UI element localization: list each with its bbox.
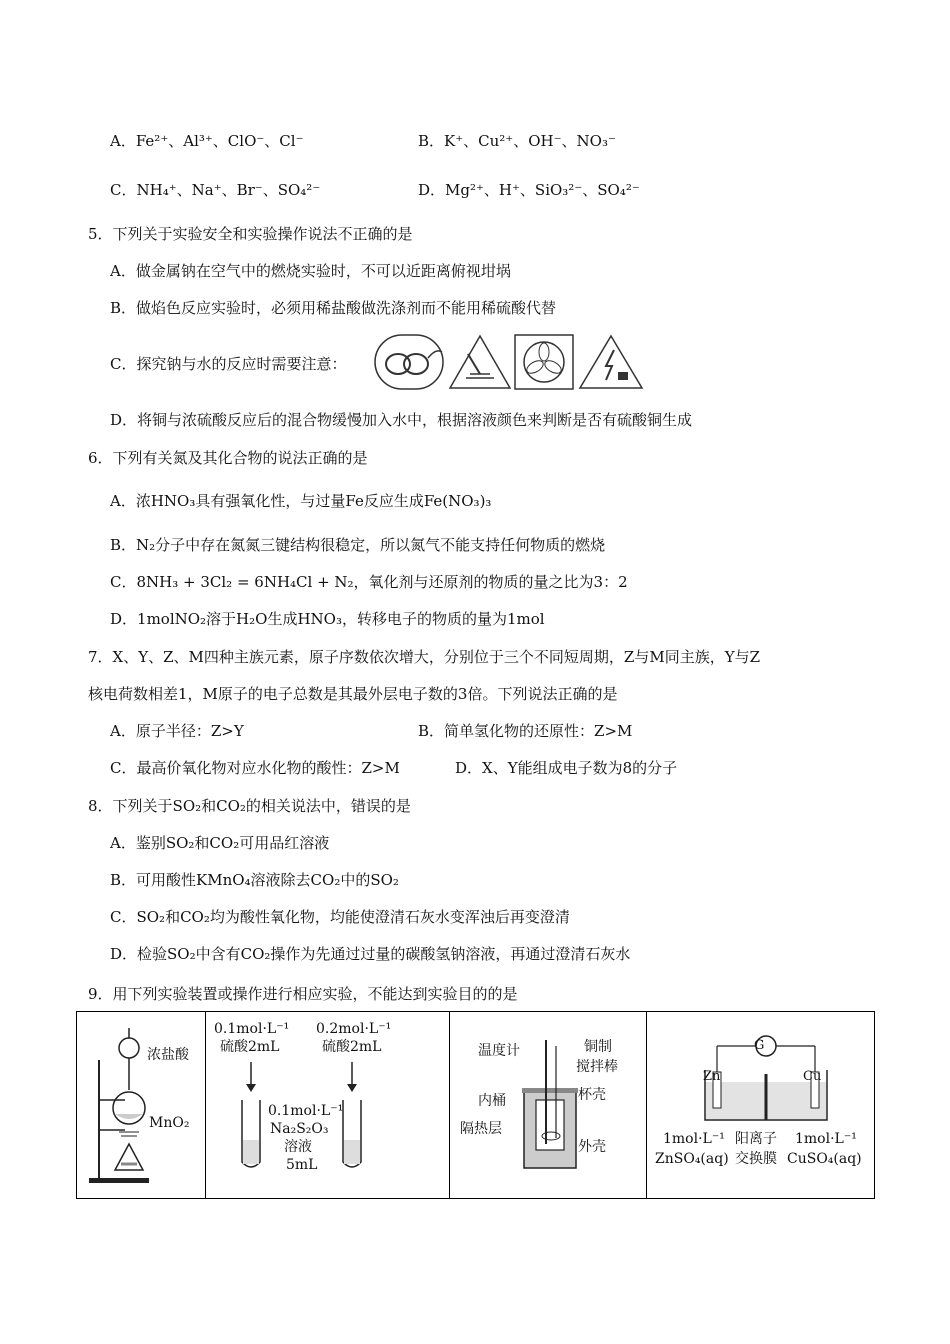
fig-galvanic-cell (647, 1012, 873, 1198)
q8-stem: 8．下列关于SO₂和CO₂的相关说法中，错误的是 (88, 797, 411, 815)
q4-option-b: B．K⁺、Cu²⁺、OH⁻、NO₃⁻ (418, 132, 616, 150)
fig3-stirrer-label-2: 搅拌棒 (576, 1059, 618, 1075)
fig4-galvanometer-label: G (754, 1038, 765, 1053)
fig2-right-conc: 0.2mol·L⁻¹ (316, 1021, 392, 1037)
q9-stem: 9．用下列实验装置或操作进行相应实验，不能达到实验目的的是 (88, 985, 518, 1003)
q7-option-b: B．简单氢化物的还原性：Z>M (418, 722, 633, 740)
calorimeter-drawing (518, 1032, 588, 1172)
fig4-right-conc: 1mol·L⁻¹ (795, 1131, 857, 1147)
q8-option-b: B．可用酸性KMnO₄溶液除去CO₂中的SO₂ (110, 871, 399, 889)
q8-option-a: A．鉴别SO₂和CO₂可用品红溶液 (110, 834, 330, 852)
fig3-thermometer-label: 温度计 (478, 1043, 520, 1059)
q4-option-a-text: Fe²⁺、Al³⁺、ClO⁻、Cl⁻ (135, 132, 304, 150)
fig3-inner-label: 内桶 (478, 1093, 506, 1109)
q4-option-c-text: NH₄⁺、Na⁺、Br⁻、SO₄²⁻ (136, 181, 321, 199)
q6-option-b: B．N₂分子中存在氮氮三键结构很稳定，所以氮气不能支持任何物质的燃烧 (110, 536, 606, 554)
fig4-left-sol: ZnSO₄(aq) (655, 1151, 729, 1167)
ventilation-fan-icon (514, 334, 574, 390)
q6-option-c: C．8NH₃ + 3Cl₂ = 6NH₄Cl + N₂，氧化剂与还原剂的物质的量之比为3：2 (110, 573, 628, 591)
q4-option-d-text: Mg²⁺、H⁺、SiO₃²⁻、SO₄²⁻ (445, 181, 640, 199)
fig-calorimeter (450, 1012, 647, 1198)
fig3-outer-label: 外壳 (578, 1139, 606, 1155)
fig2-left-acid: 硫酸2mL (220, 1039, 280, 1055)
fig4-zn-label: Zn (703, 1069, 721, 1084)
q8-option-c: C．SO₂和CO₂均为酸性氧化物，均能使澄清石灰水变浑浊后再变澄清 (110, 908, 570, 926)
q7-option-a: A．原子半径：Z>Y (110, 722, 244, 740)
q4-option-c: C．NH₄⁺、Na⁺、Br⁻、SO₄²⁻ (110, 181, 321, 199)
q7-stem-line1: 7．X、Y、Z、M四种主族元素，原子序数依次增大，分别位于三个不同短周期，Z与M同主族，Y与Z (88, 648, 761, 666)
q5-option-a: A．做金属钠在空气中的燃烧实验时，不可以近距离俯视坩埚 (110, 262, 511, 280)
goggles-icon (374, 334, 444, 390)
q5-option-b: B．做焰色反应实验时，必须用稀盐酸做洗涤剂而不能用稀硫酸代替 (110, 299, 557, 317)
q5-option-d: D．将铜与浓硫酸反应后的混合物缓慢加入水中，根据溶液颜色来判断是否有硫酸铜生成 (110, 411, 693, 429)
q6-option-a: A．浓HNO₃具有强氧化性，与过量Fe反应生成Fe(NO₃)₃ (110, 492, 492, 510)
fig2-left-conc: 0.1mol·L⁻¹ (214, 1021, 290, 1037)
q7-option-d: D．X、Y能组成电子数为8的分子 (455, 759, 678, 777)
fig4-right-sol: CuSO₄(aq) (787, 1151, 862, 1167)
hot-surface-icon (448, 334, 512, 390)
q7-option-c: C．最高价氧化物对应水化物的酸性：Z>M (110, 759, 400, 777)
fig3-insulation-label: 隔热层 (460, 1121, 502, 1137)
fig1-oxide-label: MnO₂ (149, 1115, 190, 1131)
q5-option-c: C．探究钠与水的反应时需要注意： (110, 355, 347, 373)
q6-stem: 6．下列有关氮及其化合物的说法正确的是 (88, 449, 368, 467)
q4-option-d: D．Mg²⁺、H⁺、SiO₃²⁻、SO₄²⁻ (418, 181, 640, 199)
fig2-mid-salt: Na₂S₂O₃ (270, 1121, 329, 1137)
fig2-mid-vol: 5mL (286, 1157, 318, 1173)
chlorine-apparatus-drawing (85, 1020, 155, 1190)
fig3-cup-label: 杯壳 (578, 1087, 606, 1103)
fig1-acid-label: 浓盐酸 (147, 1047, 189, 1063)
q4-option-b-text: K⁺、Cu²⁺、OH⁻、NO₃⁻ (444, 132, 616, 150)
fig-chlorine-generator (77, 1012, 206, 1198)
test-tubes-drawing (226, 1060, 366, 1180)
fig2-mid-conc: 0.1mol·L⁻¹ (268, 1103, 344, 1119)
fig2-mid-sol: 溶液 (284, 1139, 312, 1155)
q8-option-d: D．检验SO₂中含有CO₂操作为先通过过量的碳酸氢钠溶液，再通过澄清石灰水 (110, 945, 631, 963)
fig4-membrane-label-2: 交换膜 (735, 1151, 777, 1167)
fig-reaction-rate (206, 1012, 450, 1198)
fig4-left-conc: 1mol·L⁻¹ (663, 1131, 725, 1147)
fig2-right-acid: 硫酸2mL (322, 1039, 382, 1055)
fig4-cu-label: Cu (803, 1069, 822, 1084)
fig4-membrane-label-1: 阳离子 (735, 1131, 777, 1147)
q4-option-a: A．Fe²⁺、Al³⁺、ClO⁻、Cl⁻ (110, 132, 304, 150)
electric-hazard-icon (578, 334, 644, 390)
q6-option-d: D．1molNO₂溶于H₂O生成HNO₃，转移电子的物质的量为1mol (110, 610, 545, 628)
q5-stem: 5．下列关于实验安全和实验操作说法不正确的是 (88, 225, 413, 243)
q9-apparatus-table (76, 1011, 875, 1199)
q7-stem-line2: 核电荷数相差1，M原子的电子总数是其最外层电子数的3倍。下列说法正确的是 (88, 685, 618, 703)
fig3-stirrer-label-1: 铜制 (584, 1039, 612, 1055)
